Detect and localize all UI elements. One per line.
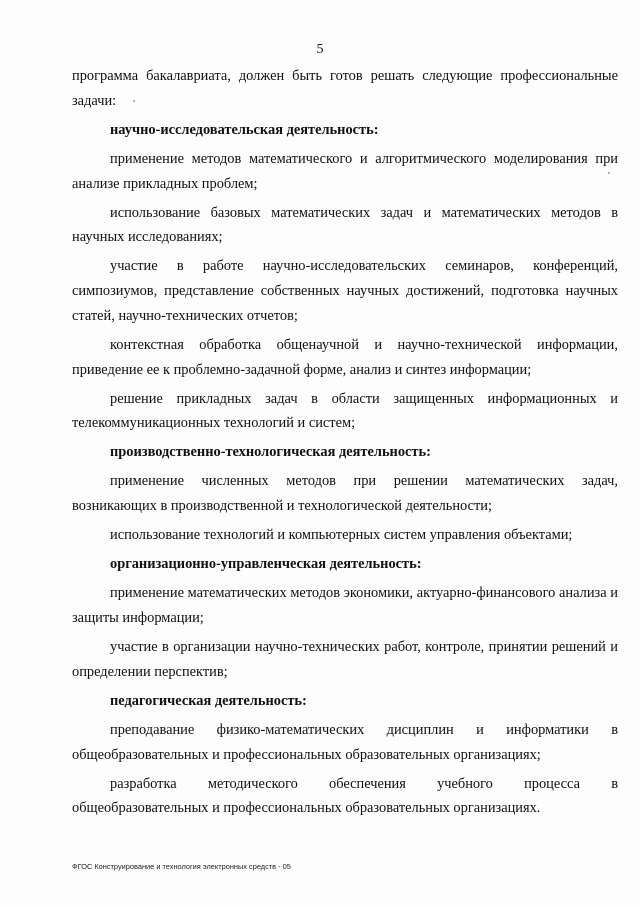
section-management xyxy=(72,552,618,684)
task-item: применение методов математического и алгоритмического моделирования при анализе прикладных проблем; xyxy=(72,150,618,192)
section-heading: производственно-технологическая деятельность: xyxy=(110,444,431,461)
task-item: участие в работе научно-исследовательских семинаров, конференций, симпозиумов, представление собственных научных достижений, подготовка научных статей, научно-технических отчетов; xyxy=(72,258,618,324)
intro-paragraph: программа бакалавриата, должен быть готов решать следующие профессиональные задачи: xyxy=(72,68,618,109)
document-body xyxy=(72,64,618,825)
task-item: участие в организации научно-технических работ, контроле, принятии решений и определении перспектив; xyxy=(72,638,618,680)
section-heading: организационно-управленческая деятельность: xyxy=(110,556,422,573)
section-production xyxy=(72,440,618,548)
task-item: преподавание физико-математических дисциплин и информатики в общеобразовательных и профессиональных образовательных организациях; xyxy=(72,721,618,763)
task-item: разработка методического обеспечения учебного процесса в общеобразовательных и профессиональных образовательных организациях. xyxy=(72,775,618,817)
section-research xyxy=(72,118,618,437)
task-item: использование технологий и компьютерных систем управления объектами; xyxy=(110,527,573,544)
document-footer: ФГОС Конструирование и технология электронных средств - 05 xyxy=(72,862,291,871)
page-number: 5 xyxy=(316,42,324,57)
task-item: решение прикладных задач в области защищенных информационных и телекоммуникационных технологий и систем; xyxy=(72,390,618,432)
task-item: применение математических методов экономики, актуарно-финансового анализа и защиты информации; xyxy=(72,585,618,626)
scan-speck xyxy=(608,172,610,174)
scan-speck xyxy=(133,100,135,102)
task-item: контекстная обработка общенаучной и научно-технической информации, приведение ее к проблемно-задачной форме, анализ и синтез информации; xyxy=(72,336,618,378)
task-item: использование базовых математических задач и математических методов в научных исследованиях; xyxy=(72,204,618,246)
task-item: применение численных методов при решении математических задач, возникающих в производственной и технологической деятельности; xyxy=(72,473,618,515)
section-heading: научно-исследовательская деятельность: xyxy=(110,121,379,138)
section-heading: педагогическая деятельность: xyxy=(110,692,307,709)
section-pedagogical xyxy=(72,689,618,821)
